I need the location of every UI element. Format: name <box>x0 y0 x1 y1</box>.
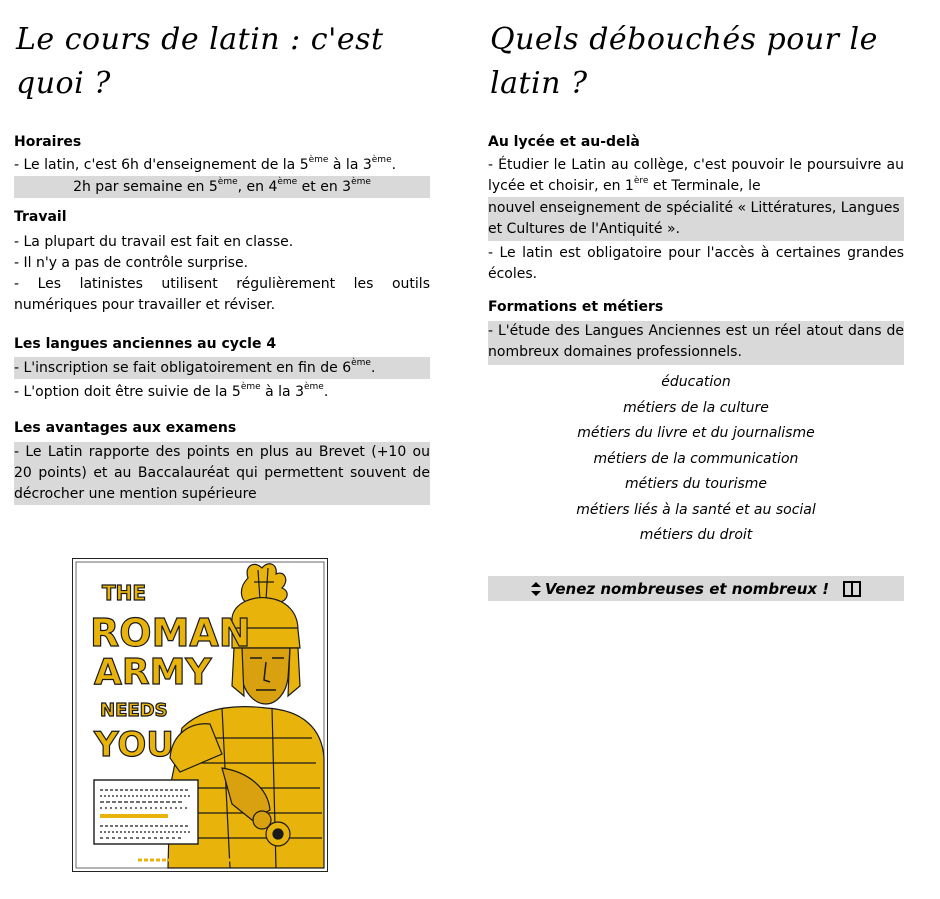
metier-item: métiers liés à la santé et au social <box>576 501 816 518</box>
metier-item: métiers de la communication <box>593 450 799 467</box>
horaires-heading: Horaires <box>14 134 82 150</box>
roman-army-poster <box>72 558 328 872</box>
roman-army-poster-image <box>72 558 328 872</box>
horaires-line1: - Le latin, c'est 6h d'enseignement de la 5ème à la 3ème. <box>14 155 397 173</box>
formations-text: - L'étude des Langues Anciennes est un réel atout dans de nombreux domaines professionnels. <box>488 321 904 365</box>
metier-item: métiers du droit <box>639 527 753 543</box>
travail-item-3: - Les latinistes utilisent régulièrement les outils numériques pour travailler et réviser. <box>14 276 430 313</box>
travail-item-1: - La plupart du travail est fait en classe. <box>14 234 294 250</box>
poster-word-roman: ROMAN <box>90 611 251 655</box>
sort-arrows-icon <box>531 582 541 596</box>
metier-item: métiers de la culture <box>623 399 769 416</box>
lycee-paragraph-2: nouvel enseignement de spécialité « Littératures, Langues et Cultures de l'Antiquité ». <box>488 197 904 241</box>
metier-item: métiers du tourisme <box>624 476 768 492</box>
lycee-heading: Au lycée et au-delà <box>488 134 640 150</box>
poster-word-needs: NEEDS <box>100 700 168 721</box>
cta-text: Venez nombreuses et nombreux ! <box>544 579 830 598</box>
left-title: Le cours de latin : c'est quoi ? <box>16 22 384 101</box>
section-lycee <box>488 132 904 285</box>
section-formations <box>488 297 904 365</box>
travail-item-2: - Il n'y a pas de contrôle surprise. <box>14 255 249 271</box>
langues-heading: Les langues anciennes au cycle 4 <box>14 336 277 352</box>
poster-word-army: ARMY <box>94 652 212 693</box>
formations-heading: Formations et métiers <box>488 299 664 315</box>
langues-item-2: - L'option doit être suivie de la 5ème à la 3ème. <box>14 382 329 400</box>
book-icon[interactable] <box>843 581 861 597</box>
right-title: Quels débouchés pour le latin ? <box>490 22 878 101</box>
cta-banner <box>488 576 904 601</box>
section-avantages <box>14 418 430 505</box>
avantages-heading: Les avantages aux examens <box>14 420 237 436</box>
poster-word-the: THE <box>102 581 147 605</box>
lycee-paragraph-3: - Le latin est obligatoire pour l'accès à certaines grandes écoles. <box>488 245 904 282</box>
metier-item: métiers du livre et du journalisme <box>577 425 815 441</box>
metier-item: éducation <box>661 374 731 390</box>
poster-word-you: YOU <box>94 725 174 765</box>
section-travail <box>14 207 430 316</box>
travail-heading: Travail <box>14 209 67 225</box>
avantages-text: - Le Latin rapporte des points en plus au Brevet (+10 ou 20 points) et au Baccalauréat qui permettent souvent de décrocher une mention supérieure <box>14 442 430 505</box>
horaires-line2: 2h par semaine en 5ème, en 4ème et en 3ème <box>14 176 430 198</box>
section-horaires <box>14 132 430 198</box>
lycee-paragraph-1: - Étudier le Latin au collège, c'est pouvoir le poursuivre au lycée et choisir, en 1ère et Terminale, le <box>488 157 904 194</box>
section-langues <box>14 334 430 403</box>
metiers-list <box>488 370 904 549</box>
langues-item-1: - L'inscription se fait obligatoirement en fin de 6ème. <box>14 357 430 379</box>
